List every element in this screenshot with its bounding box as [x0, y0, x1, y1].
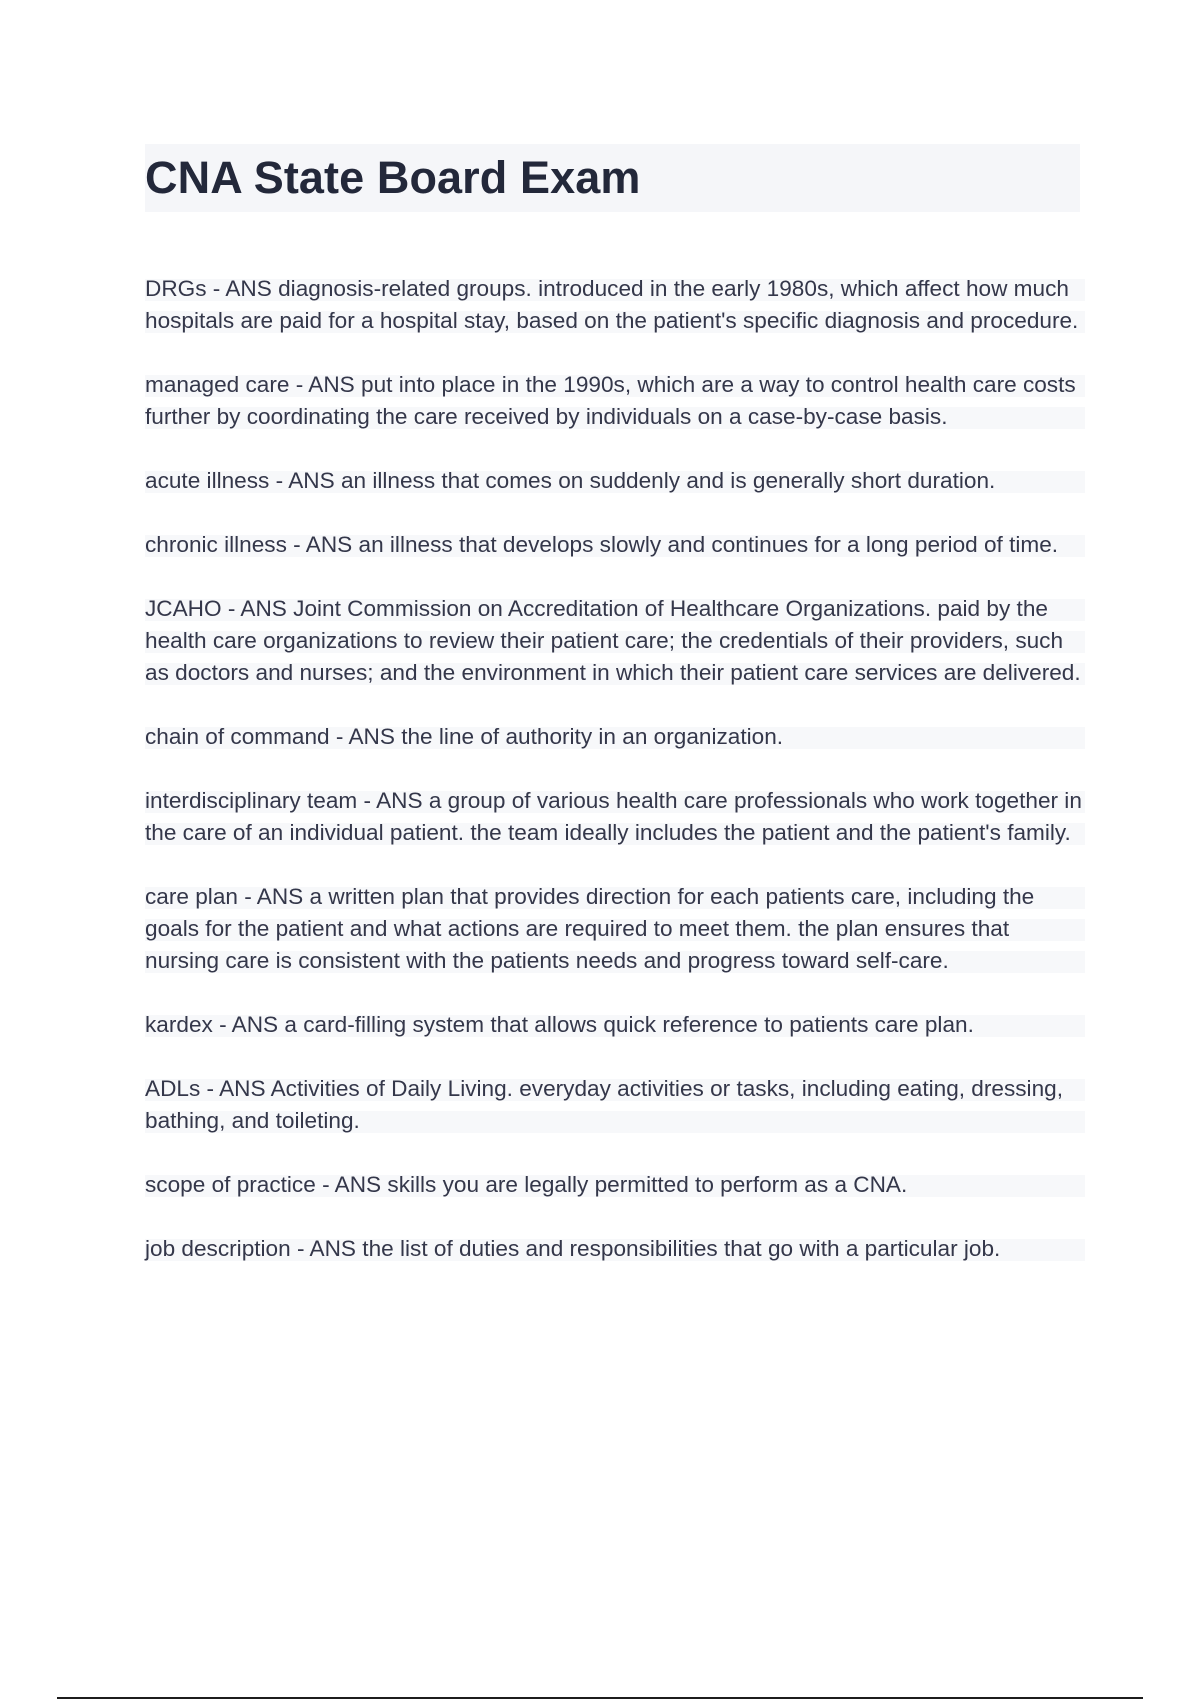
- entry-definition: Joint Commission on Accreditation of Healthcare Organizations. paid by the health care organizations to review their patient care; the credentials of their providers, such as doctors and nurses; and the environment in which their patient care services are delivered.: [145, 596, 1081, 685]
- list-item: [145, 465, 1085, 497]
- entry-separator: -: [237, 884, 257, 909]
- list-item: [145, 721, 1085, 753]
- list-item: [145, 785, 1089, 849]
- entry-definition: an illness that develops slowly and continues for a long period of time.: [358, 532, 1059, 557]
- list-item: [145, 1169, 1085, 1201]
- entry-separator: -: [212, 1012, 232, 1037]
- entry-term: DRGs: [145, 276, 207, 301]
- list-item: [145, 1073, 1085, 1137]
- entry-definition: an illness that comes on suddenly and is generally short duration.: [340, 468, 996, 493]
- entry-term: kardex: [145, 1012, 213, 1037]
- answer-marker: ANS: [225, 276, 272, 301]
- entry-definition: a written plan that provides direction for each patients care, including the goals for the patient and what actions are required to meet them. the plan ensures that nursing care is consistent with the patients needs and progress toward self-care.: [145, 884, 1041, 973]
- flashcard-list: [145, 273, 1090, 1265]
- entry-definition: a group of various health care professionals who work together in the care of an individual patient. the team ideally includes the patient and the patient's family.: [145, 788, 1089, 845]
- entry-separator: -: [289, 372, 309, 397]
- answer-marker: ANS: [376, 788, 423, 813]
- entry-separator: -: [357, 788, 377, 813]
- entry-separator: -: [286, 532, 306, 557]
- entry-term: job description: [145, 1236, 291, 1261]
- answer-marker: ANS: [309, 1236, 357, 1261]
- entry-definition: put into place in the 1990s, which are a way to control health care costs further by coordinating the care received by individuals on a case-by-case basis.: [145, 372, 1082, 429]
- list-item: [145, 593, 1085, 689]
- answer-marker: ANS: [308, 372, 355, 397]
- entry-definition: the line of authority in an organization.: [401, 724, 784, 749]
- entry-definition: skills you are legally permitted to perform as a CNA.: [387, 1172, 908, 1197]
- list-item: [145, 1233, 1085, 1265]
- entry-separator: -: [290, 1236, 310, 1261]
- answer-marker: ANS: [288, 468, 335, 493]
- entry-separator: -: [329, 724, 349, 749]
- entry-term: chain of command: [145, 724, 330, 749]
- entry-term: JCAHO: [145, 596, 222, 621]
- list-item: [145, 1009, 1085, 1041]
- answer-marker: ANS: [240, 596, 287, 621]
- entry-separator: -: [206, 276, 226, 301]
- list-item: [145, 369, 1085, 433]
- entry-definition: diagnosis-related groups. introduced in the early 1980s, which affect how much hospitals are paid for a hospital stay, based on the patient's specific diagnosis and procedure.: [145, 276, 1079, 333]
- entry-separator: -: [269, 468, 289, 493]
- entry-definition: Activities of Daily Living. everyday activities or tasks, including eating, dressing, bathing, and toileting.: [145, 1076, 1070, 1133]
- page-title-block: [145, 144, 1080, 212]
- page-title: CNA State Board Exam: [145, 152, 641, 203]
- entry-separator: -: [200, 1076, 220, 1101]
- answer-marker: ANS: [219, 1076, 266, 1101]
- entry-term: care plan: [145, 884, 238, 909]
- entry-definition: the list of duties and responsibilities that go with a particular job.: [362, 1236, 1001, 1261]
- footer-divider: [57, 1697, 1143, 1699]
- entry-term: interdisciplinary team: [145, 788, 358, 813]
- entry-term: chronic illness: [145, 532, 287, 557]
- entry-term: acute illness: [145, 468, 270, 493]
- entry-separator: -: [221, 596, 241, 621]
- answer-marker: ANS: [305, 532, 353, 557]
- entry-separator: -: [315, 1172, 335, 1197]
- answer-marker: ANS: [334, 1172, 382, 1197]
- entry-term: managed care: [145, 372, 290, 397]
- answer-marker: ANS: [256, 884, 304, 909]
- list-item: [145, 881, 1085, 977]
- entry-definition: a card-filling system that allows quick reference to patients care plan.: [284, 1012, 974, 1037]
- answer-marker: ANS: [348, 724, 395, 749]
- entry-term: ADLs: [145, 1076, 201, 1101]
- list-item: [145, 529, 1085, 561]
- list-item: [145, 273, 1085, 337]
- answer-marker: ANS: [231, 1012, 279, 1037]
- entry-term: scope of practice: [145, 1172, 316, 1197]
